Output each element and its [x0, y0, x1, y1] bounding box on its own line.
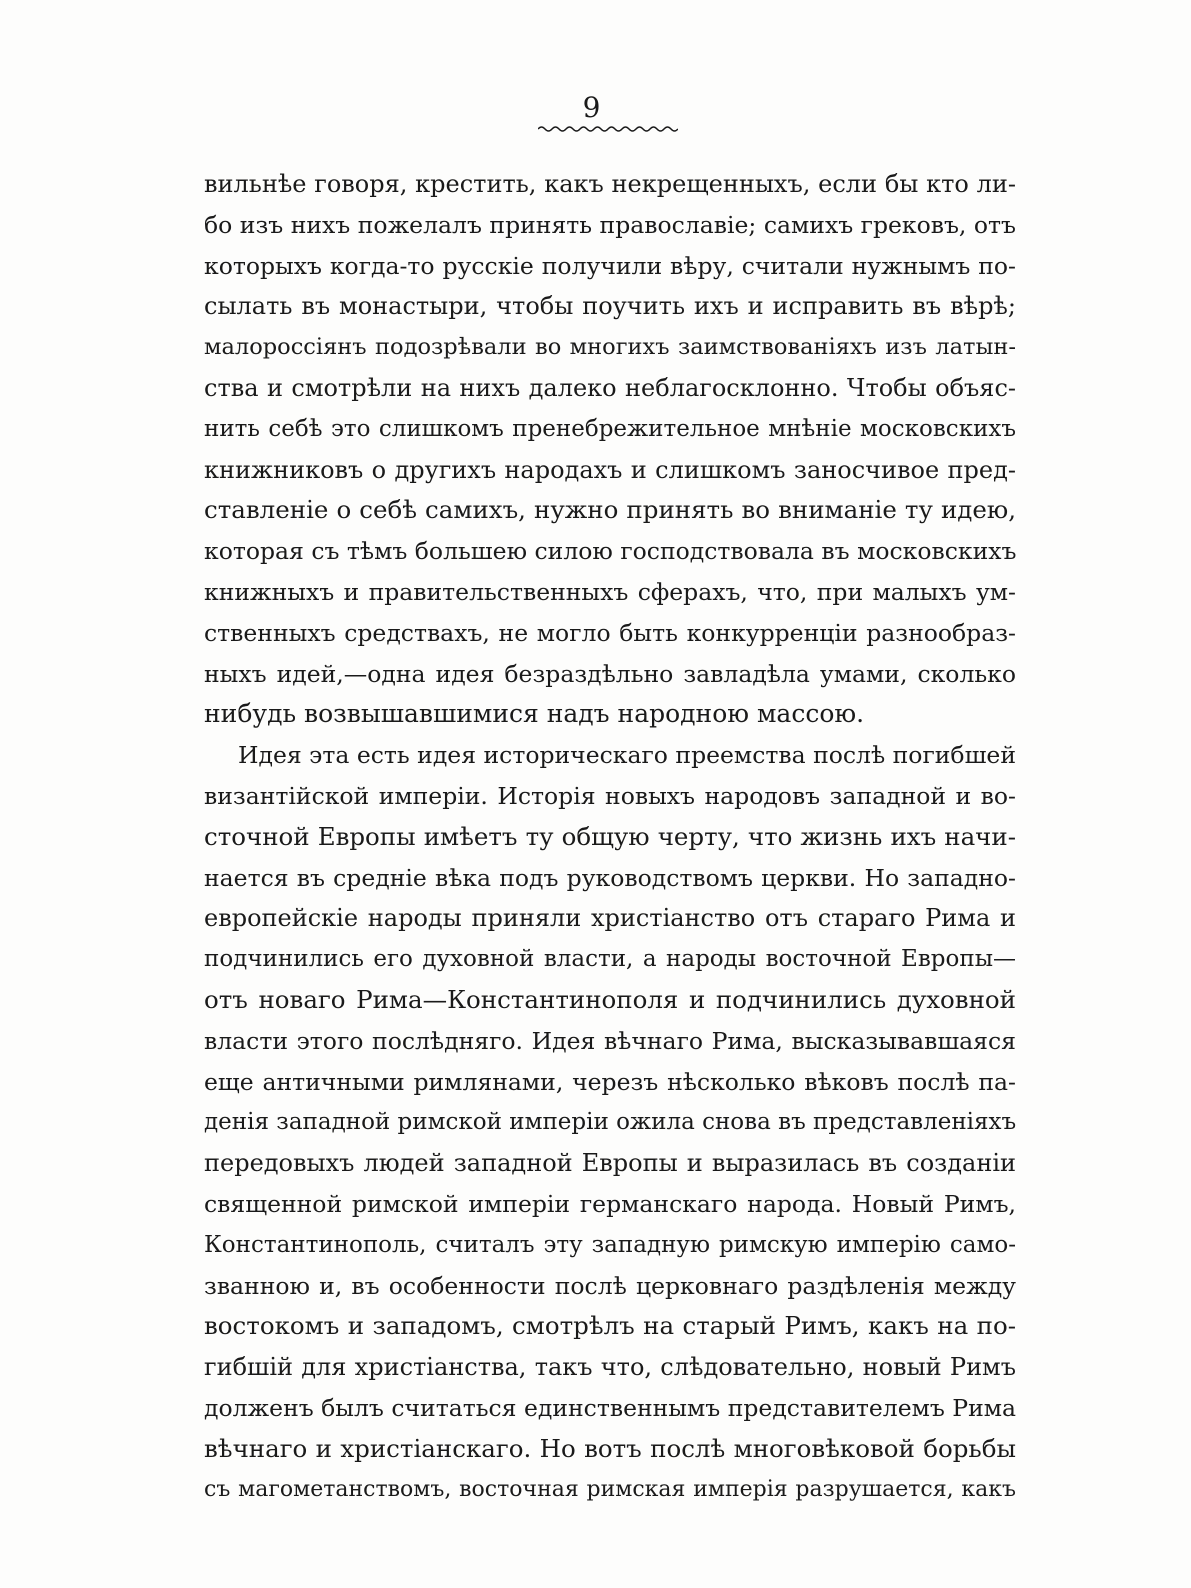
text-line: долженъ былъ считаться единственнымъ представителемъ Рима: [204, 1393, 1016, 1422]
text-line: ства и смотрѣли на нихъ далеко неблагосклонно. Чтобы объяс-: [204, 373, 1016, 402]
text-line: денія западной римской имперіи ожила снова въ представленіяхъ: [204, 1109, 1016, 1136]
text-line: вѣчнаго и христіанскаго. Но вотъ послѣ многовѣковой борьбы: [204, 1433, 1016, 1463]
text-line: бо изъ нихъ пожелалъ принять православіе; самихъ грековъ, отъ: [204, 210, 1016, 239]
text-line: которыхъ когда-то русскіе получили вѣру, считали нужнымъ по-: [204, 251, 1016, 280]
text-line: Константинополь, считалъ эту западную римскую имперію само-: [204, 1231, 1016, 1258]
text-line: европейскіе народы приняли христіанство отъ стараго Рима и: [204, 904, 1016, 933]
text-line: гибшій для христіанства, такъ что, слѣдовательно, новый Римъ: [204, 1353, 1016, 1382]
text-line: священной римской имперіи германскаго народа. Новый Римъ,: [204, 1189, 1016, 1218]
text-line: Идея эта есть идея историческаго преемства послѣ погибшей: [238, 741, 1016, 770]
text-line: отъ новаго Рима—Константинополя и подчинились духовной: [204, 984, 1016, 1014]
text-line: нить себѣ это слишкомъ пренебрежительное мнѣніе московскихъ: [204, 415, 1016, 442]
text-line: ставленіе о себѣ самихъ, нужно принять во вниманіе ту идею,: [204, 495, 1016, 525]
text-line: книжниковъ о другихъ народахъ и слишкомъ заносчивое пред-: [204, 455, 1016, 484]
text-line: власти этого послѣдняго. Идея вѣчнаго Рима, высказывавшаяся: [204, 1026, 1016, 1055]
text-line: которая съ тѣмъ большею силою господствовала въ московскихъ: [204, 537, 1016, 566]
header-ornament: [538, 124, 678, 134]
page-header: [0, 92, 1191, 134]
text-line: ственныхъ средствахъ, не могло быть конкурренціи разнообраз-: [204, 618, 1016, 647]
text-line: нается въ средніе вѣка подъ руководствомъ церкви. Но западно-: [204, 863, 1016, 892]
text-line: малороссіянъ подозрѣвали во многихъ заимствованіяхъ изъ латын-: [204, 334, 1016, 361]
text-line: ныхъ идей,—одна идея безраздѣльно завладѣла умами, сколько: [204, 659, 1016, 688]
text-line: званною и, въ особенности послѣ церковнаго раздѣленія между: [204, 1271, 1016, 1300]
text-line: еще античными римлянами, черезъ нѣсколько вѣковъ послѣ па-: [204, 1067, 1016, 1096]
text-line: книжныхъ и правительственныхъ сферахъ, что, при малыхъ ум-: [204, 577, 1016, 606]
text-line: вильнѣе говоря, крестить, какъ некрещенныхъ, если бы кто ли-: [204, 170, 1016, 198]
text-line: сточной Европы имѣетъ ту общую черту, что жизнь ихъ начи-: [204, 821, 1016, 851]
text-line: византійской имперіи. Исторія новыхъ народовъ западной и во-: [204, 781, 1016, 810]
text-line: сылать въ монастыри, чтобы поучить ихъ и исправить въ вѣрѣ;: [204, 292, 1016, 321]
text-line: нибудь возвышавшимися надъ народною массою.: [204, 699, 865, 729]
page-number: 9: [582, 91, 601, 124]
text-line: передовыхъ людей западной Европы и выразилась въ созданіи: [204, 1149, 1016, 1178]
text-line: востокомъ и западомъ, смотрѣлъ на старый Римъ, какъ на по-: [204, 1311, 1016, 1341]
text-line: подчинились его духовной власти, а народы восточной Европы—: [204, 946, 1016, 973]
body-text: [204, 164, 1016, 1510]
text-line: съ магометанствомъ, восточная римская имперія разрушается, какъ: [204, 1476, 1016, 1502]
